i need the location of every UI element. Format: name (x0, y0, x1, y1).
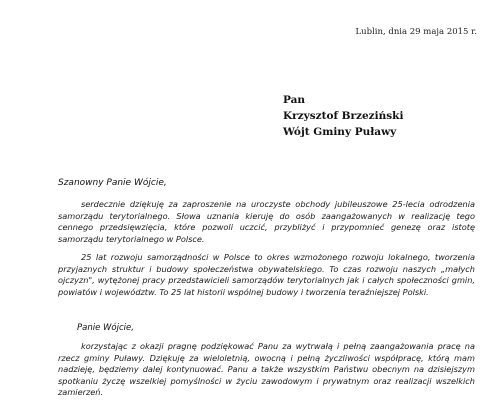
paragraph-invitation (58, 199, 475, 245)
paragraph-anniversary (58, 252, 475, 298)
paragraph-text: korzystając z okazji pragnę podziękować Panu za wytrwałą i pełną zaangażowania pracę na rzecz gminy Puławy. Dziękuję za wieloletnią, owocną i pełną życzliwości współpracę, którą mam nadzieję, będziemy dalej kontynuować. Panu a także wszystkim Państwu obecnym na dzisiejszym spotkaniu życzę wszelkiej pomyślności w życiu zawodowym i prywatnym oraz realizacji wszelkich zamierzeń. (58, 341, 475, 398)
paragraph-text: 25 lat rozwoju samorządności w Polsce to okres wzmożonego rozwoju lokalnego, tworzenia przyjaznych struktur i budowy społeczeństwa obywatelskiego. To czas rozwoju naszych „małych ojczyzn", wytężonej pracy przedstawicieli samorządów terytorialnych jak i całych społeczności gmin, powiatów i województw. To 25 lat historii wspólnej budowy i tworzenia teraźniejszej Polski. (58, 252, 475, 297)
recipient-line-title: Pan (283, 94, 306, 106)
salutation: Szanowny Panie Wójcie, (58, 178, 167, 188)
place-date: Lublin, dnia 29 maja 2015 r. (355, 27, 477, 37)
second-salutation: Panie Wójcie, (77, 323, 134, 333)
paragraph-thanks (58, 341, 475, 399)
recipient-block (283, 92, 403, 140)
recipient-line-position: Wójt Gminy Puławy (283, 126, 397, 138)
recipient-line-name: Krzysztof Brzeziński (283, 110, 404, 122)
paragraph-text: serdecznie dziękuję za zaproszenie na uroczyste obchody jubileuszowe 25-lecia odrodzenia samorządu terytorialnego. Słowa uznania kieruję do osób zaangażowanych w realizację tego cennego przedsięwzięcia, które pozwoli uczcić, przybliżyć i przypomnieć genezę oraz istotę samorządu terytorialnego w Polsce. (58, 199, 475, 244)
